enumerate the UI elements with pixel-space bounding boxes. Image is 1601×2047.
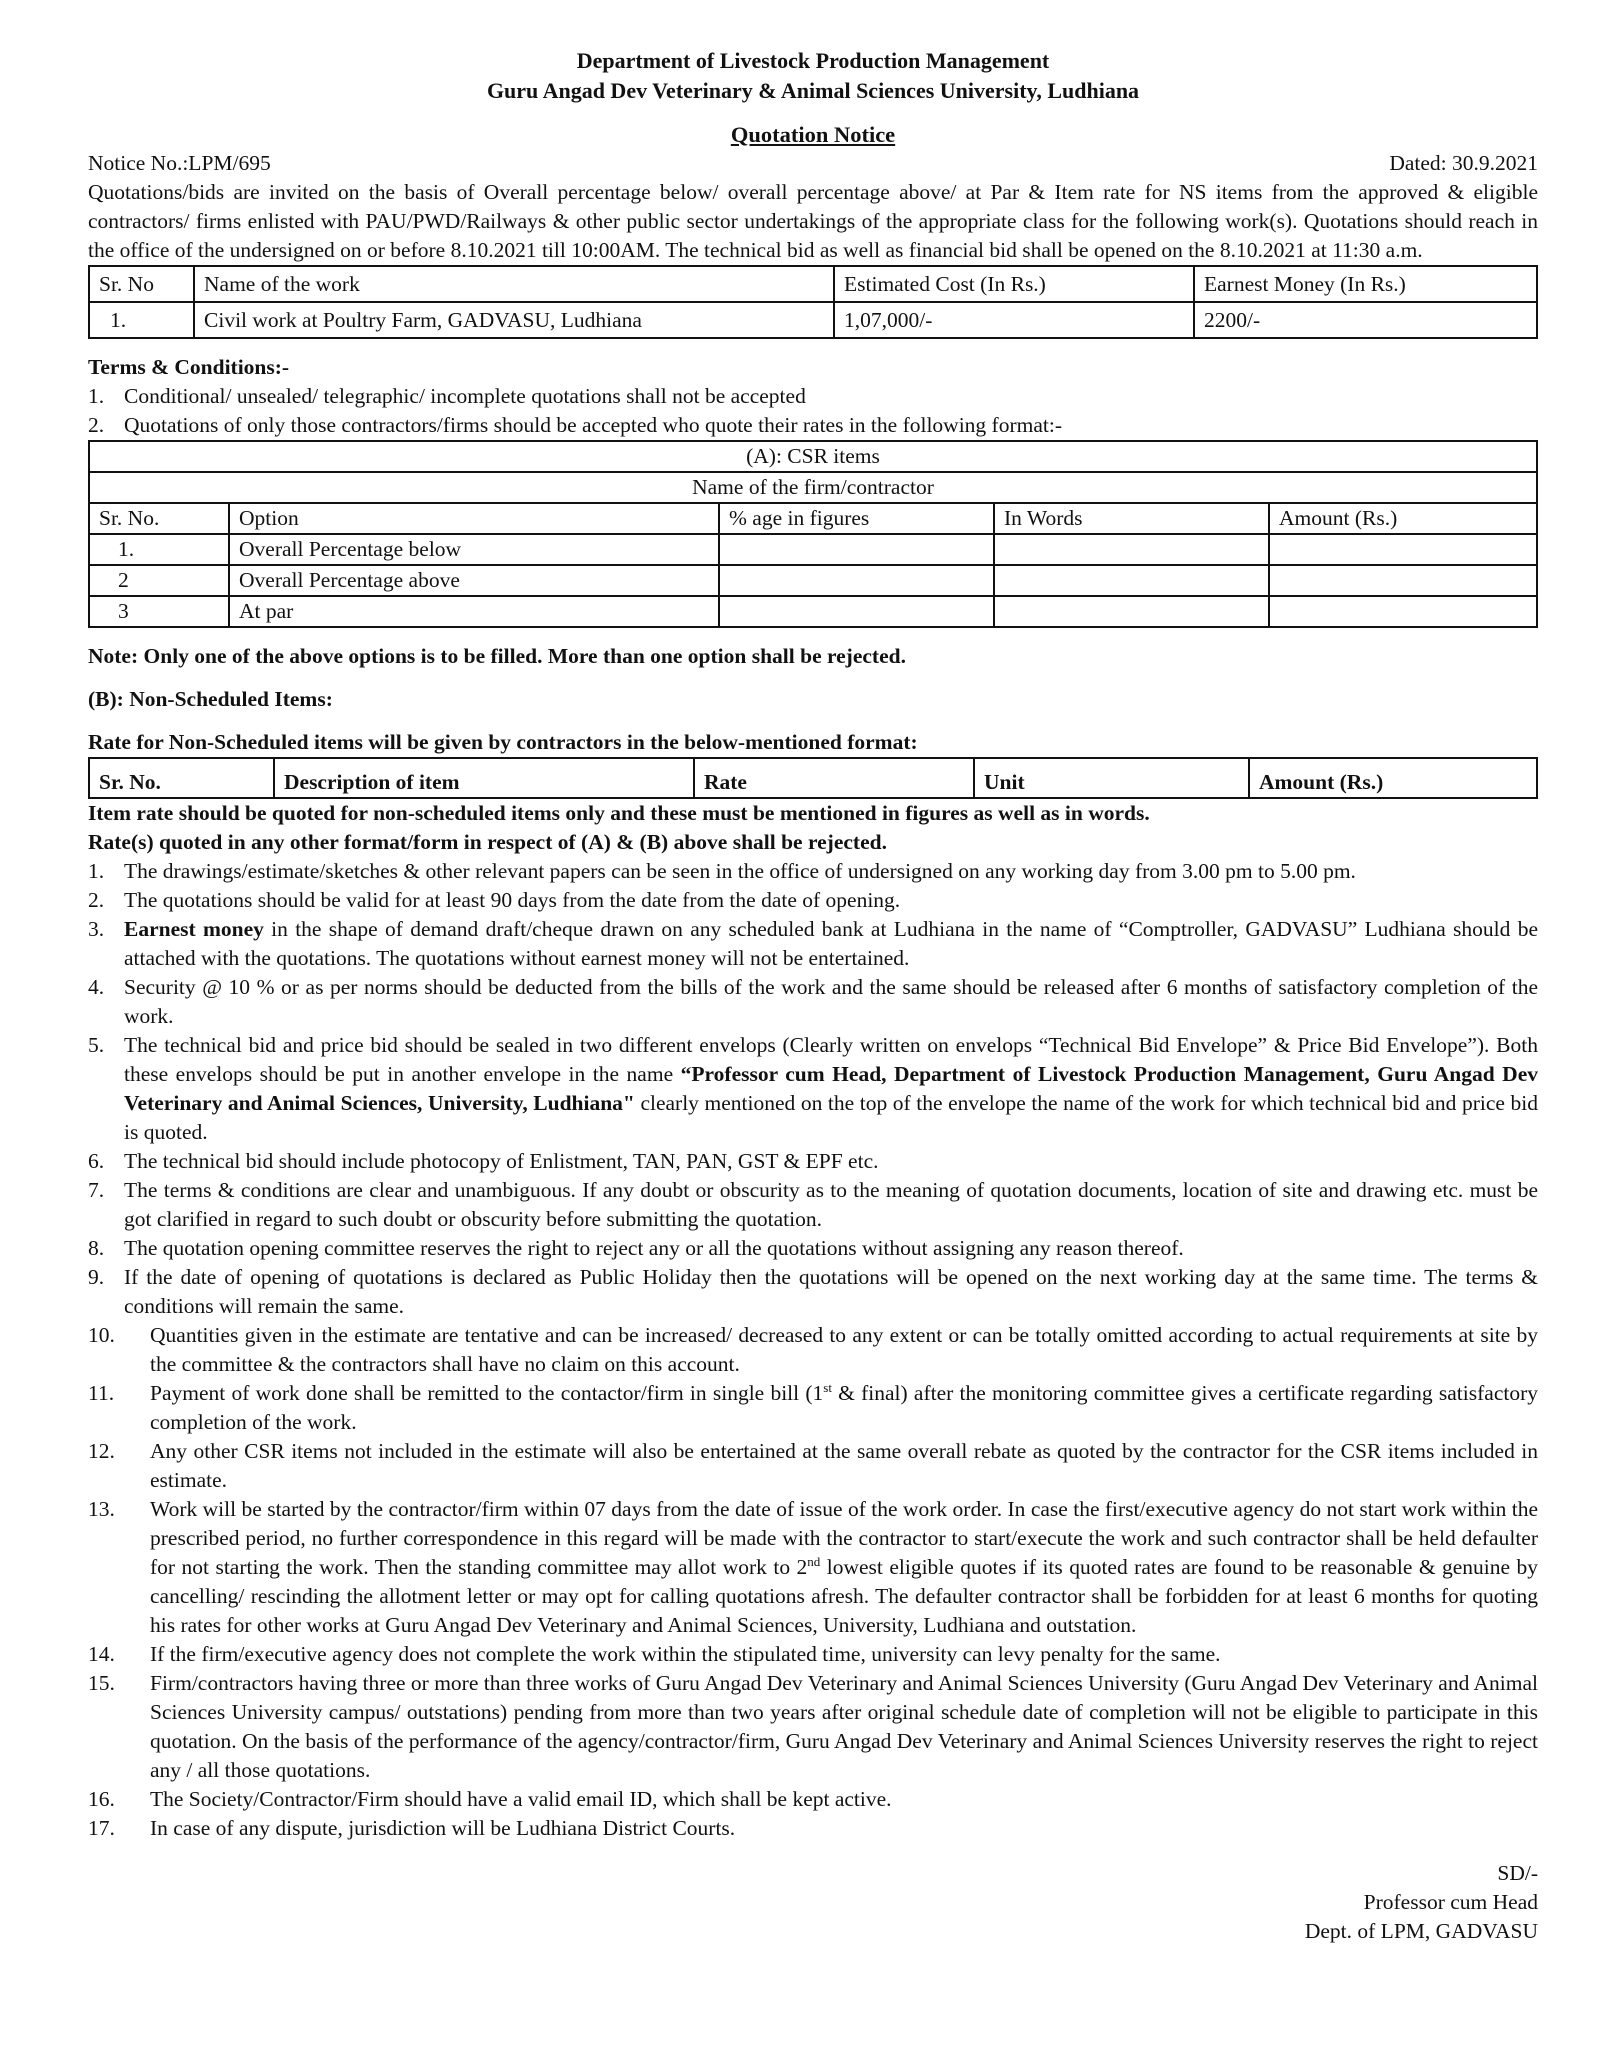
- table-row: [89, 534, 1537, 565]
- list-text: [124, 915, 1538, 973]
- table-row: [89, 596, 1537, 627]
- ns-header-cell: Description of item: [274, 758, 694, 798]
- signature-sd: SD/-: [1497, 1861, 1538, 1885]
- work-cell: 1,07,000/-: [834, 302, 1194, 338]
- csr-cell[interactable]: [994, 565, 1269, 596]
- csr-header-cell: In Words: [994, 503, 1269, 534]
- work-start-text-a: Work will be started by the contractor/firm within 07 days from the date of issue of the work order. In case the first/executive agency do not start work within the prescribed period, no further correspondence in this regard will be made with the contractor to start/execute the work and such contractor shall be held defaulter for not starting the work. Then the standing committee may allot work to 2: [150, 1497, 1538, 1579]
- item-rate-note: Item rate should be quoted for non-scheduled items only and these must be mentioned in figures as well as in words.: [88, 801, 1150, 825]
- work-cell: 1.: [89, 302, 194, 338]
- list-number: 2.: [88, 888, 105, 912]
- csr-cell[interactable]: [1269, 565, 1537, 596]
- list-number: 9.: [88, 1265, 105, 1289]
- list-text: Conditional/ unsealed/ telegraphic/ incomplete quotations shall not be accepted: [124, 384, 806, 408]
- list-text: [150, 1495, 1538, 1640]
- csr-cell[interactable]: [1269, 534, 1537, 565]
- work-cell: 2200/-: [1194, 302, 1537, 338]
- list-number: 2.: [88, 413, 105, 437]
- notice-title: Quotation Notice: [730, 122, 896, 147]
- list-number: 7.: [88, 1178, 105, 1202]
- options-note: Note: Only one of the above options is to be filled. More than one option shall be rejected.: [88, 644, 906, 668]
- table-row: [89, 302, 1537, 338]
- earnest-money-label: Earnest money: [124, 917, 264, 941]
- earnest-money-text: in the shape of demand draft/cheque drawn on any scheduled bank at Ludhiana in the name of “Comptroller, GADVASU” Ludhiana should be attached with the quotations. The quotations without earnest money will not be entertained.: [124, 917, 1538, 970]
- university-heading: Guru Angad Dev Veterinary & Animal Sciences University, Ludhiana: [486, 78, 1140, 103]
- list-text: The drawings/estimate/sketches & other relevant papers can be seen in the office of undersigned on any working day from 3.00 pm to 5.00 pm.: [124, 859, 1356, 883]
- list-number: 8.: [88, 1236, 105, 1260]
- list-item: [88, 1495, 1538, 1640]
- list-number: 17.: [88, 1816, 115, 1840]
- list-number: 12.: [88, 1439, 115, 1463]
- list-item: [88, 382, 1538, 411]
- csr-header-cell: Sr. No.: [89, 503, 229, 534]
- list-item: [88, 973, 1538, 1031]
- list-text: In case of any dispute, jurisdiction will be Ludhiana District Courts.: [150, 1816, 736, 1840]
- quotation-notice-page: [88, 46, 1538, 1946]
- list-item: [88, 1437, 1538, 1495]
- list-number: 13.: [88, 1497, 115, 1521]
- list-text: The quotations should be valid for at least 90 days from the date from the date of opening.: [124, 888, 901, 912]
- list-number: 16.: [88, 1787, 115, 1811]
- list-number: 5.: [88, 1033, 105, 1057]
- csr-header-cell: % age in figures: [719, 503, 994, 534]
- list-text: [124, 1031, 1538, 1147]
- list-number: 1.: [88, 384, 105, 408]
- list-item: [88, 1031, 1538, 1147]
- list-text: If the firm/executive agency does not complete the work within the stipulated time, university can levy penalty for the same.: [150, 1642, 1221, 1666]
- csr-cell[interactable]: [994, 534, 1269, 565]
- list-text: The Society/Contractor/Firm should have a valid email ID, which shall be kept active.: [150, 1787, 892, 1811]
- envelope-text-b: clearly mentioned on the top of the envelope the name of the work for which technical bid and price bid is quoted.: [124, 1091, 1538, 1144]
- csr-table-subtitle: Name of the firm/contractor: [89, 472, 1537, 503]
- non-scheduled-table-header: [89, 758, 1537, 798]
- list-text: Any other CSR items not included in the estimate will also be entertained at the same overall rebate as quoted by the contractor for the CSR items included in estimate.: [150, 1439, 1538, 1492]
- csr-header-cell: Option: [229, 503, 719, 534]
- list-number: 14.: [88, 1642, 115, 1666]
- non-scheduled-heading: (B): Non-Scheduled Items:: [88, 687, 333, 711]
- notice-date: Dated: 30.9.2021: [1389, 151, 1538, 175]
- ns-header-cell: Sr. No.: [89, 758, 274, 798]
- signature-block: [88, 1859, 1538, 1946]
- department-heading: Department of Livestock Production Management: [576, 48, 1050, 73]
- list-item: [88, 1176, 1538, 1234]
- csr-table: [88, 440, 1538, 628]
- work-header-cell: Name of the work: [194, 266, 834, 302]
- csr-cell[interactable]: [1269, 596, 1537, 627]
- csr-table-header: [89, 503, 1537, 534]
- terms-intro-list: [88, 382, 1538, 440]
- ns-header-cell: Rate: [694, 758, 974, 798]
- list-number: 1.: [88, 859, 105, 883]
- work-header-cell: Earnest Money (In Rs.): [1194, 266, 1537, 302]
- list-item: [88, 886, 1538, 915]
- superscript: nd: [807, 1553, 821, 1569]
- list-number: 11.: [88, 1381, 115, 1405]
- list-item: [88, 1234, 1538, 1263]
- list-text: [150, 1379, 1538, 1437]
- csr-cell[interactable]: [719, 565, 994, 596]
- work-start-text-b: lowest eligible quotes if its quoted rates are found to be reasonable & genuine by cancelling/ rescinding the allotment letter or may opt for calling quotations afresh. The defaulter contractor shall be forbidden for at least 6 months for quoting his rates for other works at Guru Angad Dev Veterinary and Animal Sciences, University, Ludhiana and outstation.: [150, 1555, 1539, 1637]
- list-text: Quantities given in the estimate are tentative and can be increased/ decreased to any extent or can be totally omitted according to actual requirements at site by the committee & the contractors shall have no claim on this account.: [150, 1323, 1538, 1376]
- superscript: st: [823, 1379, 832, 1395]
- intro-paragraph: Quotations/bids are invited on the basis of Overall percentage below/ overall percentage above/ at Par & Item rate for NS items from the approved & eligible contractors/ firms enlisted with PAU/PWD/Railways & other public sector undertakings of the appropriate class for the following work(s). Quotations should reach in the office of the undersigned on or before 8.10.2021 till 10:00AM. The technical bid as well as financial bid shall be opened on the 8.10.2021 at 11:30 a.m.: [88, 180, 1538, 262]
- conditions-list: [88, 857, 1538, 1843]
- envelope-text-a: The technical bid and price bid should be sealed in two different envelops (Clearly written on envelops “Technical Bid Envelope” & Price Bid Envelope”). Both these envelops should be put in another envelope in the name: [124, 1033, 1538, 1086]
- list-item: [88, 857, 1538, 886]
- payment-text-a: Payment of work done shall be remitted to the contactor/firm in single bill (1: [150, 1381, 824, 1405]
- work-header-cell: Estimated Cost (In Rs.): [834, 266, 1194, 302]
- csr-cell: Overall Percentage above: [229, 565, 719, 596]
- list-number: 10.: [88, 1323, 115, 1347]
- csr-cell[interactable]: [994, 596, 1269, 627]
- list-item: [88, 1263, 1538, 1321]
- csr-table-title: (A): CSR items: [89, 441, 1537, 472]
- terms-heading: Terms & Conditions:-: [88, 355, 290, 379]
- list-number: 6.: [88, 1149, 105, 1173]
- csr-cell: Overall Percentage below: [229, 534, 719, 565]
- list-text: The quotation opening committee reserves the right to reject any or all the quotations without assigning any reason thereof.: [124, 1236, 1184, 1260]
- list-text: Firm/contractors having three or more than three works of Guru Angad Dev Veterinary and Animal Sciences University (Guru Angad Dev Veterinary and Animal Sciences University campus/ outstations) pending from more than two years after original schedule date of completion will not be eligible to participate in this quotation. On the basis of the performance of the agency/contractor/firm, Guru Angad Dev Veterinary and Animal Sciences University reserves the right to reject any / all those quotations.: [150, 1671, 1538, 1782]
- envelope-addressee: “Professor cum Head, Department of Livestock Production Management, Guru Angad Dev Veterinary and Animal Sciences, University, Ludhiana": [124, 1062, 1538, 1115]
- csr-cell: 1.: [89, 534, 229, 565]
- signature-designation: Professor cum Head: [1363, 1890, 1538, 1914]
- notice-meta-row: [88, 149, 1538, 178]
- list-text: Quotations of only those contractors/firms should be accepted who quote their rates in the following format:-: [124, 413, 1063, 437]
- csr-cell[interactable]: [719, 534, 994, 565]
- list-item: [88, 1669, 1538, 1785]
- list-text: The technical bid should include photocopy of Enlistment, TAN, PAN, GST & EPF etc.: [124, 1149, 879, 1173]
- list-item: [88, 1814, 1538, 1843]
- notice-number: Notice No.:LPM/695: [88, 151, 271, 175]
- list-item: [88, 1785, 1538, 1814]
- signature-office: Dept. of LPM, GADVASU: [1304, 1919, 1538, 1943]
- non-scheduled-table: [88, 757, 1538, 799]
- list-item: [88, 915, 1538, 973]
- list-item: [88, 1379, 1538, 1437]
- list-number: 3.: [88, 917, 105, 941]
- list-item: [88, 1147, 1538, 1176]
- work-table-header: [89, 266, 1537, 302]
- list-number: 4.: [88, 975, 105, 999]
- list-item: [88, 1321, 1538, 1379]
- non-scheduled-intro: Rate for Non-Scheduled items will be given by contractors in the below-mentioned format:: [88, 730, 918, 754]
- list-number: 15.: [88, 1671, 115, 1695]
- csr-cell: 3: [89, 596, 229, 627]
- list-item: [88, 411, 1538, 440]
- csr-header-cell: Amount (Rs.): [1269, 503, 1537, 534]
- csr-cell[interactable]: [719, 596, 994, 627]
- work-cell: Civil work at Poultry Farm, GADVASU, Ludhiana: [194, 302, 834, 338]
- ns-header-cell: Amount (Rs.): [1249, 758, 1537, 798]
- payment-text-b: & final) after the monitoring committee gives a certificate regarding satisfactory completion of the work.: [150, 1381, 1539, 1434]
- rate-rejection-note: Rate(s) quoted in any other format/form in respect of (A) & (B) above shall be rejected.: [88, 830, 887, 854]
- work-table: [88, 265, 1538, 339]
- csr-cell: 2: [89, 565, 229, 596]
- list-text: If the date of opening of quotations is declared as Public Holiday then the quotations will be opened on the next working day at the same time. The terms & conditions will remain the same.: [124, 1265, 1538, 1318]
- table-row: [89, 565, 1537, 596]
- list-item: [88, 1640, 1538, 1669]
- work-header-cell: Sr. No: [89, 266, 194, 302]
- csr-cell: At par: [229, 596, 719, 627]
- ns-header-cell: Unit: [974, 758, 1249, 798]
- list-text: The terms & conditions are clear and unambiguous. If any doubt or obscurity as to the meaning of quotation documents, location of site and drawing etc. must be got clarified in regard to such doubt or obscurity before submitting the quotation.: [124, 1178, 1538, 1231]
- list-text: Security @ 10 % or as per norms should be deducted from the bills of the work and the same should be released after 6 months of satisfactory completion of the work.: [124, 975, 1538, 1028]
